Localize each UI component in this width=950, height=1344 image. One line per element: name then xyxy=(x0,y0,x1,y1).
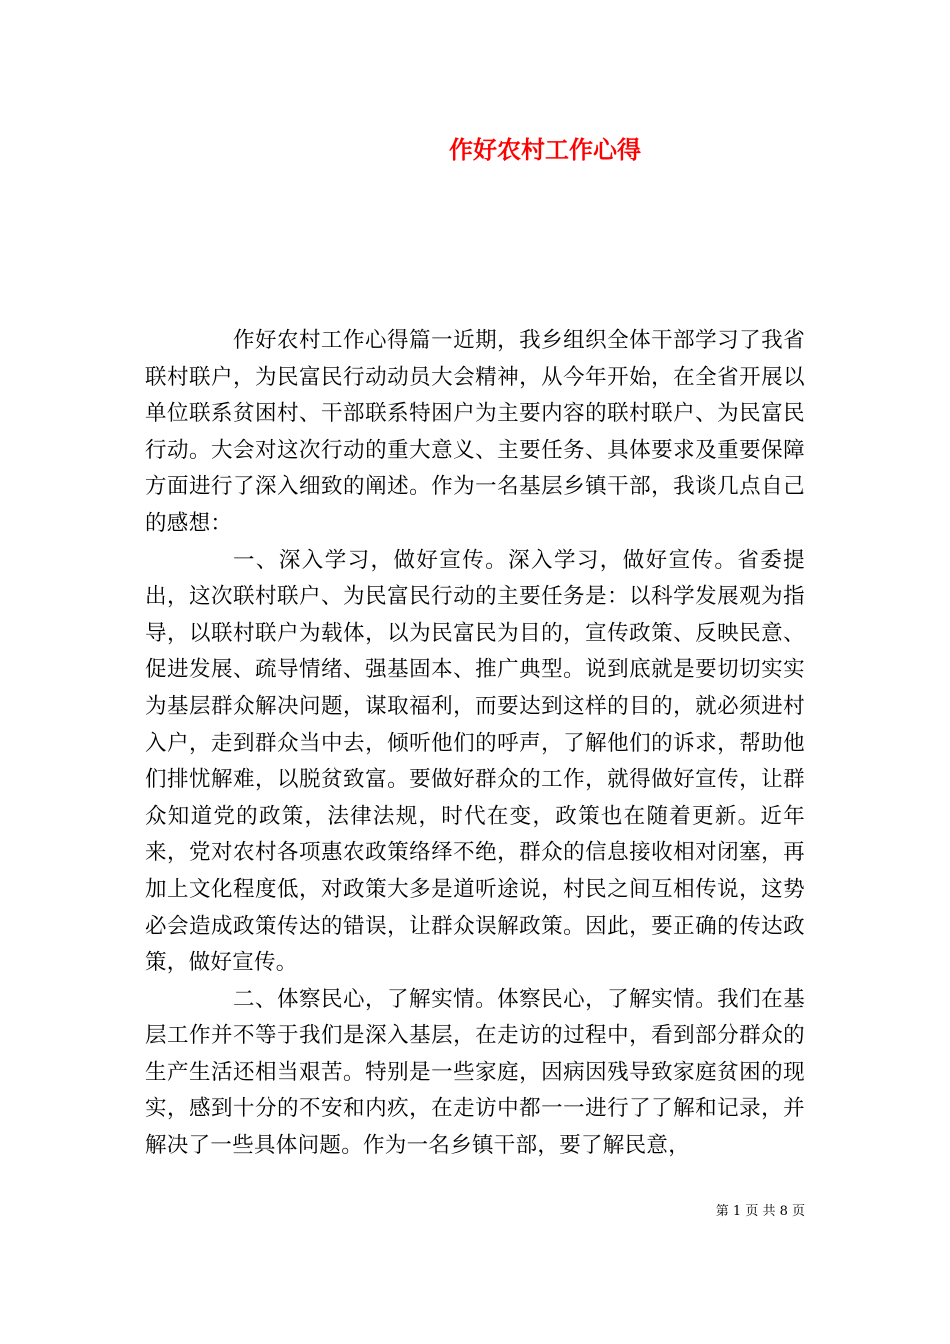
page-number: 第 1 页 共 8 页 xyxy=(715,1204,805,1219)
paragraph-point-one: 一、深入学习，做好宣传。深入学习，做好宣传。省委提出，这次联村联户、为民富民行动的主要任务是：以科学发展观为指导，以联村联户为载体，以为民富民为目的，宣传政策、反映民意、促进发展、疏导情绪、强基固本、推广典型。说到底就是要切切实实为基层群众解决问题，谋取福利，而要达到这样的目的，就必须进村入户，走到群众当中去，倾听他们的呼声，了解他们的诉求，帮助他们排忧解难，以脱贫致富。要做好群众的工作，就得做好宣传，让群众知道党的政策，法律法规，时代在变，政策也在随着更新。近年来，党对农村各项惠农政策络绎不绝，群众的信息接收相对闭塞，再加上文化程度低，对政策大多是道听途说，村民之间互相传说，这势必会造成政策传达的错误，让群众误解政策。因此，要正确的传达政策，做好宣传。 xyxy=(145,547,805,976)
document-body xyxy=(145,323,805,1165)
paragraph-intro: 作好农村工作心得篇一近期，我乡组织全体干部学习了我省联村联户，为民富民行动动员大会精神，从今年开始，在全省开展以单位联系贫困村、干部联系特困户为主要内容的联村联户、为民富民行动。大会对这次行动的重大意义、主要任务、具体要求及重要保障方面进行了深入细致的阐述。作为一名基层乡镇干部，我谈几点自己的感想： xyxy=(145,328,805,536)
page-title: 作好农村工作心得 xyxy=(449,135,641,164)
paragraph-point-two: 二、体察民心，了解实情。体察民心，了解实情。我们在基层工作并不等于我们是深入基层，在走访的过程中，看到部分群众的生产生活还相当艰苦。特别是一些家庭，因病因残导致家庭贫困的现实，感到十分的不安和内疚，在走访中都一一进行了了解和记录，并解决了一些具体问题。作为一名乡镇干部，要了解民意， xyxy=(145,986,805,1159)
